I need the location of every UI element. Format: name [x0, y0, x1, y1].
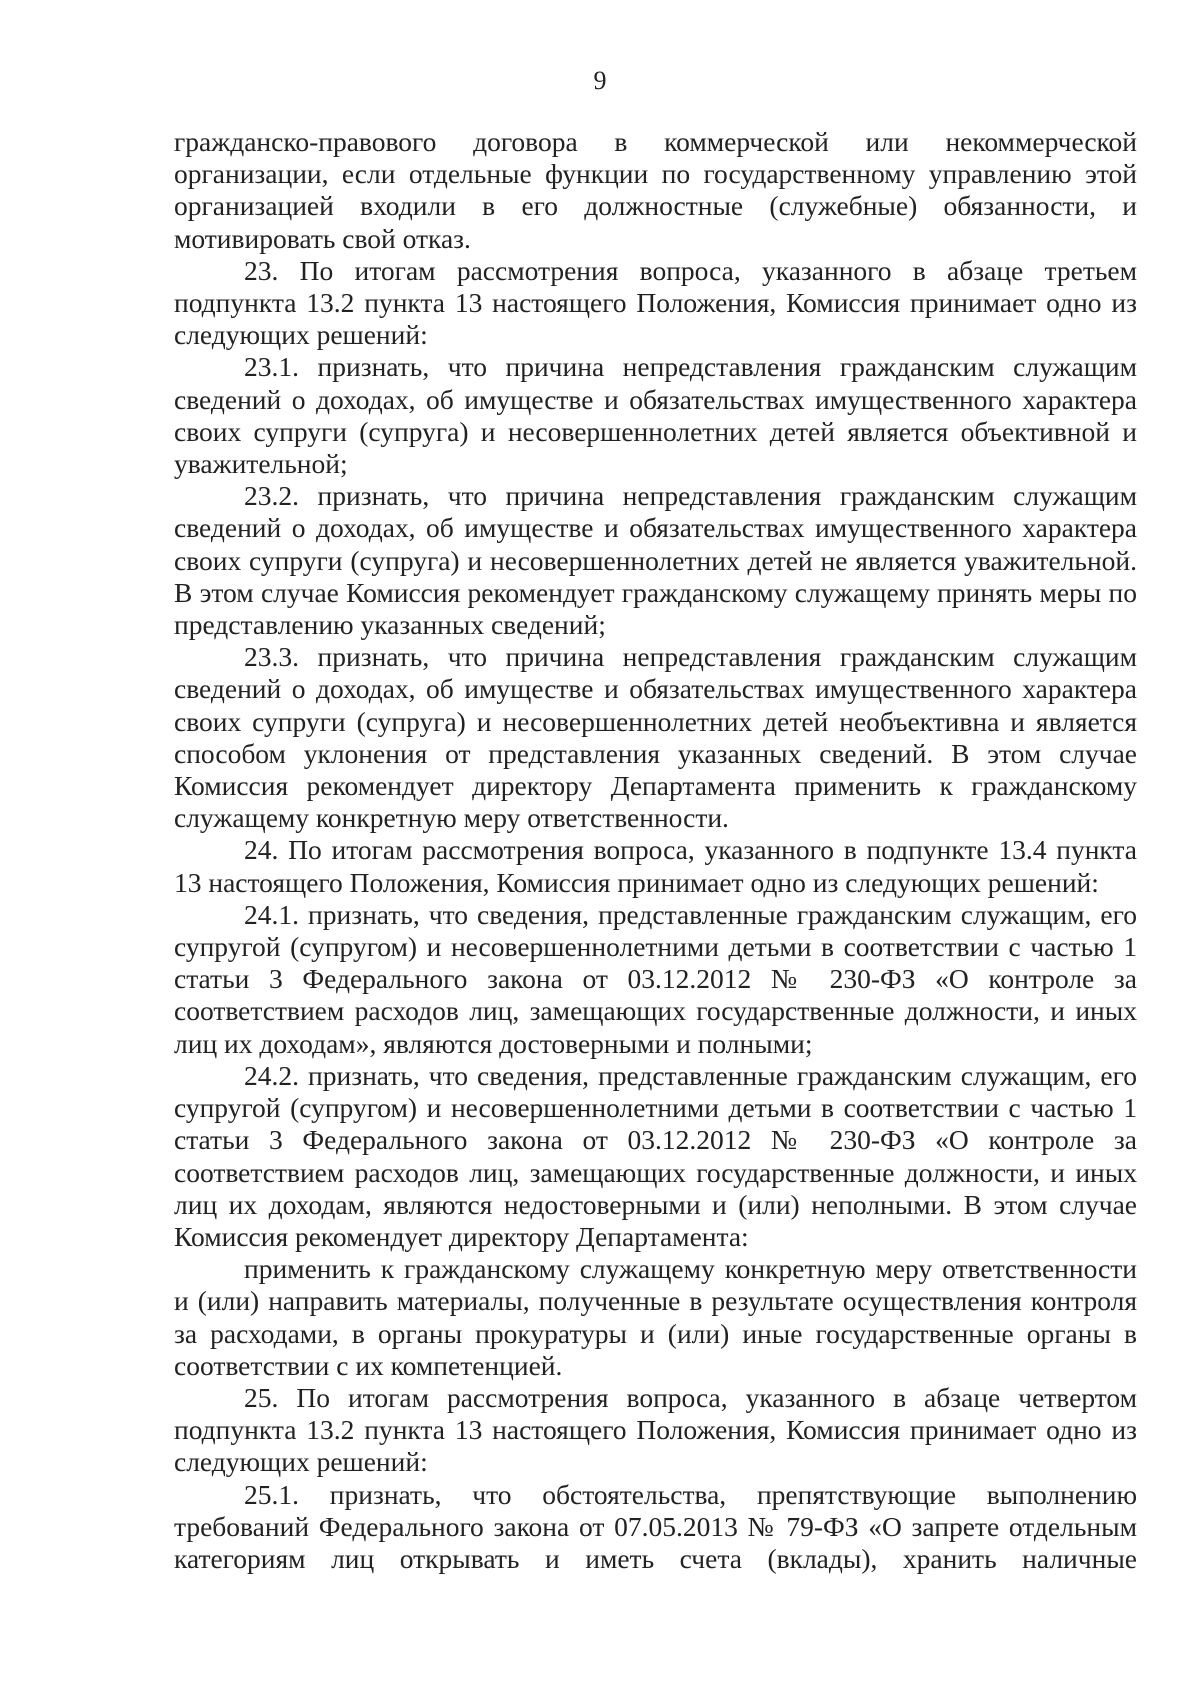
document-body — [174, 126, 1137, 1575]
paragraph-23-3: 23.3. признать, что причина непредставления гражданским служащим сведений о доходах, об имуществе и обязательствах имущественного характера своих супруги (супруга) и несовершеннолетних детей необъективна и является способом уклонения от представления указанных сведений. В этом случае Комиссия рекомендует директору Департамента применить к гражданскому служащему конкретную меру ответственности. — [174, 641, 1137, 834]
page-number: 9 — [593, 66, 607, 95]
paragraph-23-1: 23.1. признать, что причина непредставления гражданским служащим сведений о доходах, об имуществе и обязательствах имущественного характера своих супруги (супруга) и несовершеннолетних детей является объективной и уважительной; — [174, 351, 1137, 480]
paragraph-24: 24. По итогам рассмотрения вопроса, указанного в подпункте 13.4 пункта 13 настоящего Положения, Комиссия принимает одно из следующих решений: — [174, 834, 1137, 898]
paragraph-23-2: 23.2. признать, что причина непредставления гражданским служащим сведений о доходах, об имуществе и обязательствах имущественного характера своих супруги (супруга) и несовершеннолетних детей не является уважительной. В этом случае Комиссия рекомендует гражданскому служащему принять меры по представлению указанных сведений; — [174, 480, 1137, 641]
paragraph-24-1: 24.1. признать, что сведения, представленные гражданским служащим, его супругой (супругом) и несовершеннолетними детьми в соответствии с частью 1 статьи 3 Федерального закона от 03.12.2012 № 230-ФЗ «О контроле за соответствием расходов лиц, замещающих государственные должности, и иных лиц их доходам», являются достоверными и полными; — [174, 898, 1137, 1059]
paragraph-25: 25. По итогам рассмотрения вопроса, указанного в абзаце четвертом подпункта 13.2 пункта 13 настоящего Положения, Комиссия принимает одно из следующих решений: — [174, 1381, 1137, 1478]
paragraph-23: 23. По итогам рассмотрения вопроса, указанного в абзаце третьем подпункта 13.2 пункта 13 настоящего Положения, Комиссия принимает одно из следующих решений: — [174, 254, 1137, 351]
paragraph-24-2-apply: применить к гражданскому служащему конкретную меру ответственности и (или) направить материалы, полученные в результате осуществления контроля за расходами, в органы прокуратуры и (или) иные государственные органы в соответствии с их компетенцией. — [174, 1253, 1137, 1381]
paragraph-25-1: 25.1. признать, что обстоятельства, препятствующие выполнению требований Федерального закона от 07.05.2013 № 79-ФЗ «О запрете отдельным категориям лиц открывать и иметь счета (вклады), хранить наличные — [174, 1478, 1137, 1574]
paragraph-24-2: 24.2. признать, что сведения, представленные гражданским служащим, его супругой (супругом) и несовершеннолетними детьми в соответствии с частью 1 статьи 3 Федерального закона от 03.12.2012 № 230-ФЗ «О контроле за соответствием расходов лиц, замещающих государственные должности, и иных лиц их доходам, являются недостоверными и (или) неполными. В этом случае Комиссия рекомендует директору Департамента: — [174, 1059, 1137, 1252]
paragraph-continuation: гражданско-правового договора в коммерческой или некоммерческой организации, если отдельные функции по государственному управлению этой организацией входили в его должностные (служебные) обязанности, и мотивировать свой отказ. — [174, 126, 1137, 254]
